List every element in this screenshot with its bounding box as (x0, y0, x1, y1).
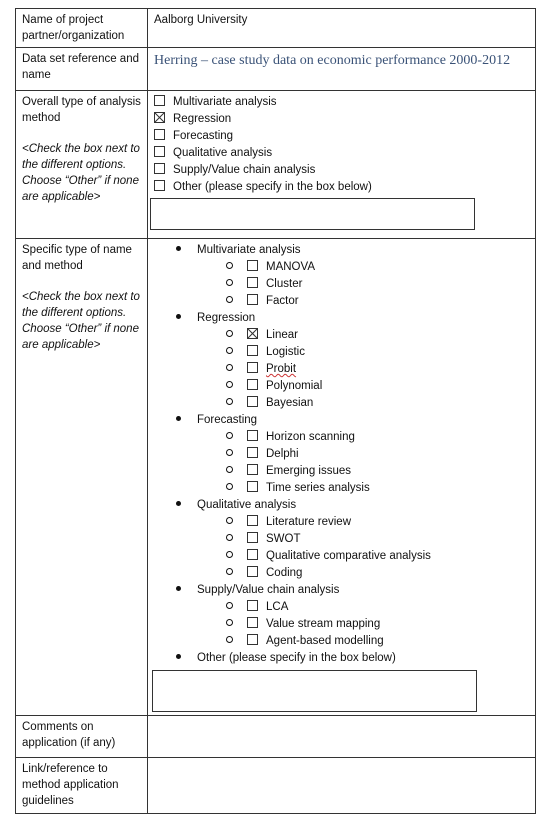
circle-bullet-icon (226, 483, 233, 490)
specific-option (176, 633, 529, 650)
circle-bullet-icon (226, 347, 233, 354)
dataset-value: Herring – case study data on economic performance 2000-2012 (154, 53, 511, 68)
circle-bullet-icon (226, 432, 233, 439)
specific-group-label: Forecasting (197, 414, 258, 426)
checkbox-icon[interactable] (247, 294, 258, 305)
specific-option-label: Qualitative comparative analysis (266, 550, 431, 562)
circle-bullet-icon (226, 262, 233, 269)
row-specific (16, 239, 536, 716)
specific-option (176, 599, 529, 616)
specific-option (176, 480, 529, 497)
overall-options (154, 94, 529, 196)
dataset-label: Data set reference and name (16, 48, 148, 91)
link-label: Link/reference to method application guidelines (16, 758, 148, 814)
overall-options-cell (148, 91, 536, 239)
checkbox-icon[interactable] (247, 600, 258, 611)
bullet-icon (176, 314, 181, 319)
specific-instruction: <Check the box next to the different options. Choose “Other” if none are applicable> (22, 291, 140, 351)
method-form-table (15, 8, 536, 814)
checkbox-icon[interactable] (247, 447, 258, 458)
circle-bullet-icon (226, 364, 233, 371)
circle-bullet-icon (226, 636, 233, 643)
specific-option-label: Factor (266, 295, 299, 307)
specific-option (176, 429, 529, 446)
specific-option (176, 514, 529, 531)
circle-bullet-icon (226, 602, 233, 609)
specific-option (176, 395, 529, 412)
checkbox-icon[interactable] (247, 481, 258, 492)
specific-option-label: MANOVA (266, 261, 315, 273)
specific-option-label: Delphi (266, 448, 299, 460)
specific-option-label: Agent-based modelling (266, 635, 384, 647)
specific-option (176, 276, 529, 293)
specific-option (176, 259, 529, 276)
specific-option (176, 565, 529, 582)
specific-group-label: Multivariate analysis (197, 244, 301, 256)
row-comments (16, 716, 536, 758)
specific-option-label: Polynomial (266, 380, 323, 392)
comments-label: Comments on application (if any) (16, 716, 148, 758)
specific-group-heading (176, 412, 529, 429)
overall-option-label: Forecasting (173, 130, 234, 142)
specific-group (176, 310, 529, 412)
overall-instruction: <Check the box next to the different options. Choose “Other” if none are applicable> (22, 143, 140, 203)
specific-option (176, 548, 529, 565)
specific-option (176, 327, 529, 344)
checkbox-icon[interactable] (247, 464, 258, 475)
dataset-cell (148, 48, 536, 91)
overall-label: Overall type of analysis method (22, 96, 141, 124)
checkbox-icon[interactable] (154, 163, 165, 174)
specific-option-label: Time series analysis (266, 482, 370, 494)
comments-input[interactable] (148, 716, 536, 758)
specific-option-label: Logistic (266, 346, 305, 358)
overall-option (154, 128, 529, 145)
overall-option (154, 162, 529, 179)
specific-option (176, 293, 529, 310)
bullet-icon (176, 416, 181, 421)
circle-bullet-icon (226, 449, 233, 456)
partner-value: Aalborg University (148, 9, 536, 48)
specific-option (176, 378, 529, 395)
overall-label-cell (16, 91, 148, 239)
checkbox-icon[interactable] (247, 277, 258, 288)
checkbox-icon[interactable] (247, 379, 258, 390)
overall-option (154, 94, 529, 111)
specific-group (176, 582, 529, 650)
checkbox-icon[interactable] (247, 617, 258, 628)
checked-checkbox-icon[interactable] (247, 328, 258, 339)
circle-bullet-icon (226, 551, 233, 558)
specific-groups (154, 242, 529, 650)
row-dataset (16, 48, 536, 91)
checkbox-icon[interactable] (247, 430, 258, 441)
row-partner (16, 9, 536, 48)
specific-option-label: Emerging issues (266, 465, 352, 477)
overall-option-label: Qualitative analysis (173, 147, 273, 159)
checkbox-icon[interactable] (247, 515, 258, 526)
specific-group-heading (176, 310, 529, 327)
circle-bullet-icon (226, 619, 233, 626)
specific-option-label: Literature review (266, 516, 352, 528)
specific-other-label: Other (please specify in the box below) (197, 652, 396, 664)
specific-group (176, 242, 529, 310)
checkbox-icon[interactable] (247, 634, 258, 645)
specific-option (176, 463, 529, 480)
checkbox-icon[interactable] (247, 396, 258, 407)
checkbox-icon[interactable] (247, 362, 258, 373)
specific-option-label: Bayesian (266, 397, 314, 409)
circle-bullet-icon (226, 398, 233, 405)
row-overall (16, 91, 536, 239)
circle-bullet-icon (226, 381, 233, 388)
overall-option (154, 111, 529, 128)
circle-bullet-icon (226, 466, 233, 473)
specific-option-label: Horizon scanning (266, 431, 355, 443)
circle-bullet-icon (226, 568, 233, 575)
specific-group-heading (176, 242, 529, 259)
overall-option (154, 145, 529, 162)
specific-option (176, 446, 529, 463)
circle-bullet-icon (226, 534, 233, 541)
overall-other-input[interactable] (150, 198, 475, 230)
circle-bullet-icon (226, 517, 233, 524)
overall-option-label: Regression (173, 113, 232, 125)
circle-bullet-icon (226, 296, 233, 303)
link-input[interactable] (148, 758, 536, 814)
specific-option (176, 616, 529, 633)
specific-group-heading (176, 497, 529, 514)
checkbox-icon[interactable] (154, 146, 165, 157)
specific-group-heading (176, 582, 529, 599)
bullet-icon (176, 654, 181, 659)
checkbox-icon[interactable] (154, 95, 165, 106)
specific-other-group (176, 650, 529, 667)
specific-other-input[interactable] (152, 670, 477, 712)
checkbox-icon[interactable] (247, 532, 258, 543)
overall-option-label: Multivariate analysis (173, 96, 277, 108)
overall-option (154, 179, 529, 196)
specific-group (176, 412, 529, 497)
checkbox-icon[interactable] (247, 566, 258, 577)
specific-option-label: LCA (266, 601, 289, 613)
checked-checkbox-icon[interactable] (154, 112, 165, 123)
bullet-icon (176, 586, 181, 591)
overall-option-label: Supply/Value chain analysis (173, 164, 316, 176)
specific-option (176, 531, 529, 548)
overall-option-label: Other (please specify in the box below) (173, 181, 372, 193)
specific-option (176, 344, 529, 361)
checkbox-icon[interactable] (154, 180, 165, 191)
row-link (16, 758, 536, 814)
specific-options-cell (148, 239, 536, 716)
partner-label: Name of project partner/organization (16, 9, 148, 48)
specific-group-label: Supply/Value chain analysis (197, 584, 340, 596)
bullet-icon (176, 246, 181, 251)
specific-option-label: Coding (266, 567, 303, 579)
specific-group-label: Regression (197, 312, 256, 324)
specific-option-label: Cluster (266, 278, 303, 290)
specific-group (176, 497, 529, 582)
specific-group-label: Qualitative analysis (197, 499, 297, 511)
circle-bullet-icon (226, 330, 233, 337)
checkbox-icon[interactable] (247, 549, 258, 560)
checkbox-icon[interactable] (247, 345, 258, 356)
specific-option-label: SWOT (266, 533, 301, 545)
specific-label: Specific type of name and method (22, 244, 132, 272)
specific-option (176, 361, 529, 378)
circle-bullet-icon (226, 279, 233, 286)
specific-option-label: Value stream mapping (266, 618, 381, 630)
bullet-icon (176, 501, 181, 506)
checkbox-icon[interactable] (154, 129, 165, 140)
specific-option-label: Linear (266, 329, 298, 341)
specific-option-label: Probit (266, 363, 297, 375)
specific-label-cell (16, 239, 148, 716)
checkbox-icon[interactable] (247, 260, 258, 271)
